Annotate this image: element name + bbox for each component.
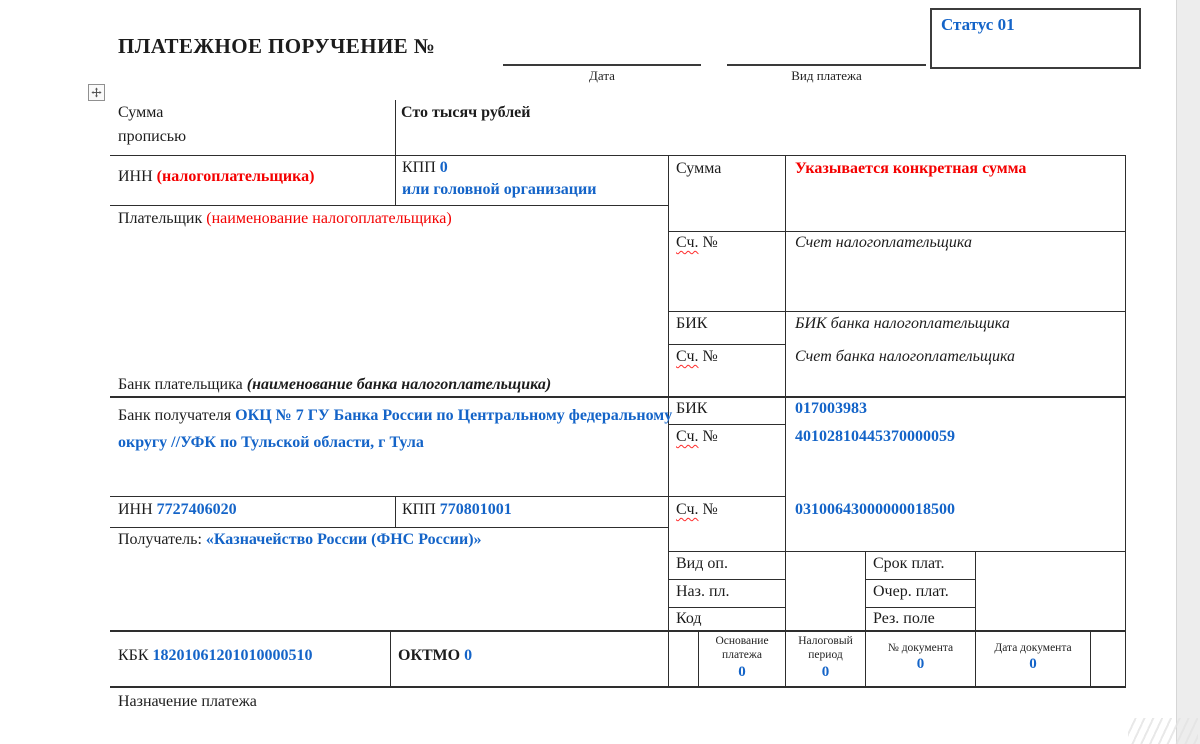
table-border	[110, 496, 785, 497]
amount-value[interactable]: Указывается конкретная сумма	[795, 160, 1027, 177]
account-number-sign: №	[702, 234, 718, 251]
operation-type-label: Вид оп.	[676, 555, 728, 572]
payer-bank-account-value[interactable]: Счет банка налогоплательщика	[795, 348, 1016, 365]
status-badge[interactable]: Статус 01	[941, 15, 1015, 34]
recipient-kpp-label: КПП	[402, 501, 440, 518]
kbk-label: КБК	[118, 647, 153, 664]
table-border	[110, 205, 668, 206]
amount-label: Сумма	[676, 160, 722, 177]
oktmo-row	[398, 647, 472, 665]
table-border	[668, 424, 785, 425]
payer-kpp-value[interactable]: 0	[439, 159, 448, 176]
payer-inn-note[interactable]: (налогоплательщика)	[156, 168, 315, 185]
recipient-kpp-value[interactable]: 770801001	[439, 501, 512, 518]
payment-basis-value[interactable]: 0	[738, 663, 746, 680]
amount-words-label-line2: прописью	[118, 128, 187, 145]
table-border	[668, 231, 1125, 232]
table-move-handle[interactable]	[88, 84, 105, 101]
payment-basis-cell	[699, 634, 785, 682]
table-border	[390, 630, 391, 688]
oktmo-label: ОКТМО	[398, 647, 465, 664]
account-abbrev: Сч.	[676, 234, 699, 251]
recipient-name-label: Получатель:	[118, 531, 206, 548]
table-border	[668, 579, 785, 580]
reserve-field-label: Рез. поле	[873, 610, 935, 627]
recipient-bank-row	[118, 402, 674, 456]
table-border	[785, 155, 786, 688]
table-border	[110, 686, 1125, 688]
payer-account-value[interactable]: Счет налогоплательщика	[795, 234, 972, 251]
recipient-name-value[interactable]: «Казначейство России (ФНС России)»	[205, 531, 482, 548]
recipient-corr-account-label	[676, 428, 718, 446]
payment-basis-label: Основание платежа	[715, 635, 769, 662]
payer-bank-row	[118, 376, 551, 394]
payer-kpp-label: КПП	[402, 159, 440, 176]
account-number-sign: №	[702, 348, 718, 365]
page-title: ПЛАТЕЖНОЕ ПОРУЧЕНИЕ №	[118, 34, 436, 58]
table-border	[110, 630, 1125, 632]
recipient-bank-label: Банк получателя	[118, 407, 236, 424]
payer-kpp-row	[402, 159, 448, 177]
doc-date-value[interactable]: 0	[1029, 656, 1037, 673]
tax-period-cell	[786, 634, 865, 682]
payer-bank-bik-value[interactable]: БИК банка налогоплательщика	[795, 315, 1010, 332]
payer-bank-note[interactable]: (наименование банка налогоплательщика)	[246, 376, 552, 393]
recipient-bik-value[interactable]: 017003983	[795, 400, 867, 417]
recipient-account-value[interactable]: 03100643000000018500	[795, 501, 955, 518]
move-icon	[91, 87, 102, 98]
table-border	[668, 344, 785, 345]
payment-kind-field-line[interactable]	[727, 64, 926, 66]
recipient-corr-account-value[interactable]: 40102810445370000059	[795, 428, 955, 445]
payer-kpp-note[interactable]: или головной организации	[402, 181, 597, 198]
table-border	[110, 527, 668, 528]
doc-number-cell	[866, 641, 975, 674]
table-border	[1090, 630, 1091, 688]
recipient-account-label	[676, 501, 718, 519]
recipient-inn-row	[118, 501, 237, 519]
payer-name-label: Плательщик	[118, 210, 207, 227]
table-border	[668, 607, 785, 608]
payer-name-row	[118, 210, 452, 228]
table-border	[395, 496, 396, 527]
payer-account-label	[676, 234, 718, 252]
account-abbrev: Сч.	[676, 428, 699, 445]
kbk-row	[118, 647, 313, 665]
code-label: Код	[676, 610, 702, 627]
payment-priority-label: Очер. плат.	[873, 583, 949, 600]
table-border	[668, 551, 1125, 552]
amount-words-label-line1: Сумма	[118, 104, 164, 121]
payment-kind-label: Вид платежа	[791, 68, 862, 83]
table-border	[668, 311, 1125, 312]
doc-number-value[interactable]: 0	[916, 656, 925, 673]
watermark	[1128, 718, 1198, 744]
date-label: Дата	[589, 68, 615, 83]
doc-date-cell	[976, 641, 1090, 674]
account-number-sign: №	[702, 428, 718, 445]
account-abbrev: Сч.	[676, 501, 699, 518]
account-number-sign: №	[702, 501, 718, 518]
recipient-kpp-row	[402, 501, 512, 519]
payer-bank-label: Банк плательщика	[118, 376, 247, 393]
table-border	[110, 396, 1125, 398]
kbk-value[interactable]: 18201061201010000510	[152, 647, 313, 664]
payment-term-label: Срок плат.	[873, 555, 945, 572]
amount-words-value[interactable]: Сто тысяч рублей	[401, 104, 531, 121]
table-border	[395, 100, 396, 206]
doc-date-label: Дата документа	[994, 642, 1072, 654]
recipient-bank-value[interactable]: ОКЦ № 7 ГУ Банка России по Центральному федеральному округу //УФК по Тульской области, г Тула	[118, 407, 673, 451]
table-border	[865, 607, 975, 608]
tax-period-label: Налоговый период	[798, 635, 853, 662]
table-border	[865, 579, 975, 580]
payer-bank-account-label	[676, 348, 718, 366]
table-border	[110, 155, 1125, 156]
status-box[interactable]	[930, 8, 1141, 69]
payer-inn-row	[118, 168, 314, 186]
payer-bank-bik-label: БИК	[676, 315, 708, 332]
tax-period-value[interactable]: 0	[821, 663, 830, 680]
window-edge-strip[interactable]	[1176, 0, 1200, 744]
payment-basis-short-label: Наз. пл.	[676, 583, 730, 600]
recipient-inn-label: ИНН	[118, 501, 157, 518]
table-border	[1125, 155, 1126, 688]
account-abbrev: Сч.	[676, 348, 699, 365]
doc-number-label: № документа	[887, 642, 954, 654]
recipient-bik-label: БИК	[676, 400, 708, 417]
recipient-name-row	[118, 531, 482, 549]
date-field-line[interactable]	[503, 64, 701, 66]
recipient-inn-value[interactable]: 7727406020	[156, 501, 237, 518]
payer-name-note[interactable]: (наименование налогоплательщика)	[206, 210, 452, 227]
oktmo-value[interactable]: 0	[464, 647, 473, 664]
payment-purpose-label: Назначение платежа	[118, 693, 257, 710]
payer-inn-label: ИНН	[118, 168, 157, 185]
